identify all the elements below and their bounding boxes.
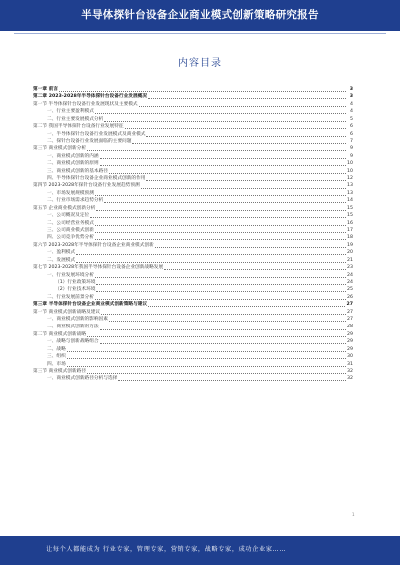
table-of-contents [33, 86, 353, 383]
toc-entry-text: 第七节 2023-2028年我国半导体探针台设备企业创新战略发展 [33, 265, 164, 271]
toc-leader-dots [87, 373, 346, 374]
toc-entry-page: 15 [347, 205, 353, 211]
toc-entry-page: 12 [347, 176, 353, 182]
toc-leader-dots [100, 329, 346, 330]
toc-entry-page: 18 [347, 235, 353, 241]
toc-entry[interactable] [33, 145, 353, 152]
toc-entry-page: 14 [347, 198, 353, 204]
toc-entry-page: 4 [350, 101, 353, 107]
toc-entry-page: 7 [350, 138, 353, 144]
toc-leader-dots [87, 150, 346, 151]
toc-entry-page: 9 [350, 153, 353, 159]
toc-entry-text: 四、半导体探针台设备企业商业模式创新的作用 [47, 176, 146, 182]
toc-entry-text: 第五节 企业商业模式创新分析 [33, 205, 96, 211]
toc-entry-text: 一、行业主要盈利模式 [47, 109, 94, 115]
toc-entry-text: 第四节 2023-2028年探针台设备行业发展趋势预测 [33, 183, 140, 189]
toc-entry-text: （2）行业技术环境 [55, 287, 96, 293]
toc-entry[interactable] [33, 138, 353, 145]
toc-leader-dots [109, 173, 346, 174]
toc-entry-page: 10 [347, 161, 353, 167]
toc-entry[interactable] [33, 338, 353, 345]
toc-leader-dots [90, 217, 346, 218]
toc-entry-text: 二、行业主要发展模式分析 [47, 116, 104, 122]
toc-leader-dots [100, 343, 346, 344]
toc-entry-text: 三、商业模式创新的基本路径 [47, 168, 108, 174]
toc-entry[interactable] [33, 220, 353, 227]
toc-entry-text: 二、行业市场需求趋势分析 [47, 198, 104, 204]
toc-entry-page: 9 [350, 146, 353, 152]
toc-entry-page: 31 [347, 361, 353, 367]
toc-leader-dots [139, 106, 346, 107]
toc-leader-dots [87, 336, 346, 337]
toc-entry-text: 第三节 商业模式创新分析 [33, 146, 87, 152]
toc-entry-page: 13 [347, 190, 353, 196]
toc-entry[interactable] [33, 182, 353, 189]
toc-entry-page: 20 [347, 250, 353, 256]
toc-entry-text: 第六节 2023-2028年半导体探针台设备企业商业模式创新 [33, 242, 154, 248]
toc-entry-page: 10 [347, 168, 353, 174]
toc-entry[interactable] [33, 375, 353, 382]
toc-entry-text: 二、公司经营业务模式 [47, 220, 94, 226]
toc-leader-dots [125, 128, 346, 129]
toc-entry-text: 一、半导体探针台设备行业发展模式及商业模式 [47, 131, 146, 137]
toc-entry[interactable] [33, 108, 353, 115]
toc-leader-dots [164, 269, 346, 270]
toc-entry[interactable] [33, 197, 353, 204]
toc-heading: 内容目录 [178, 58, 222, 69]
toc-leader-dots [148, 98, 346, 99]
toc-entry-text: 二、商业模式创新的方法 [47, 324, 99, 330]
toc-entry-page: 28 [347, 324, 353, 330]
toc-entry[interactable] [33, 286, 353, 293]
toc-entry-text: 一、商业模式创新的内涵 [47, 153, 99, 159]
toc-leader-dots [96, 291, 346, 292]
toc-entry-text: 第三节 商业模式创新路径 [33, 369, 87, 375]
toc-leader-dots [76, 262, 346, 263]
toc-entry-text: 二、战略 [47, 346, 66, 352]
toc-entry-page: 4 [350, 109, 353, 115]
toc-entry-text: 第一节 半导体探针台设备行业发展现状及主要模式 [33, 101, 138, 107]
toc-entry[interactable] [33, 190, 353, 197]
toc-entry-page: 3 [349, 86, 353, 92]
toc-entry[interactable] [33, 123, 353, 130]
toc-entry-page: 15 [347, 213, 353, 219]
toc-leader-dots [95, 195, 346, 196]
toc-leader-dots [59, 91, 346, 92]
toc-entry-page: 5 [350, 116, 353, 122]
toc-entry[interactable] [33, 294, 353, 301]
toc-entry[interactable] [33, 272, 353, 279]
toc-entry-page: 24 [347, 272, 353, 278]
toc-leader-dots [148, 306, 345, 307]
toc-entry[interactable] [33, 175, 353, 182]
toc-entry-page: 13 [347, 183, 353, 189]
toc-entry-page: 19 [347, 242, 353, 248]
toc-entry-text: 第二节 商业模式创新战略 [33, 331, 87, 337]
toc-entry[interactable] [33, 93, 353, 100]
toc-entry[interactable] [33, 227, 353, 234]
toc-entry-page: 17 [347, 228, 353, 233]
toc-entry-text: 第二节 我国半导体探针台设备行业发展特征 [33, 124, 124, 130]
toc-entry-text: 一、市场发展规模预测 [47, 190, 94, 196]
toc-entry-text: 第二章 2023-2028年半导体探针台设备行业发展概况 [33, 94, 148, 100]
toc-entry[interactable] [33, 212, 353, 219]
toc-entry[interactable] [33, 279, 353, 286]
toc-entry-text: 一、行业发展环境分析 [47, 272, 94, 278]
toc-entry-text: 一、公司概况及定位 [47, 213, 90, 219]
toc-leader-dots [67, 366, 346, 367]
toc-entry-page: 27 [347, 309, 353, 315]
toc-entry[interactable] [33, 353, 353, 360]
toc-entry-text: 第三章 半导体探针台设备企业商业模式创新策略与建议 [33, 302, 148, 308]
toc-entry-text: 四、市场 [47, 361, 66, 367]
toc-leader-dots [96, 284, 346, 285]
toc-leader-dots [67, 351, 346, 352]
toc-leader-dots [109, 321, 346, 322]
toc-entry[interactable] [33, 86, 353, 93]
toc-entry-text: 一、商业模式创新的影响因素 [47, 317, 108, 323]
toc-entry[interactable] [33, 160, 353, 167]
toc-entry-text: 第一节 商业模式创新战略及建议 [33, 309, 101, 315]
toc-leader-dots [95, 277, 346, 278]
toc-entry-text: 四、公司竞争优势分析 [47, 235, 94, 241]
toc-entry[interactable] [33, 101, 353, 108]
toc-entry-page: 25 [347, 287, 353, 293]
toc-entry[interactable] [33, 368, 353, 375]
toc-leader-dots [141, 188, 346, 189]
toc-entry[interactable] [33, 361, 353, 368]
toc-entry-text: 三、组织 [47, 354, 66, 360]
toc-leader-dots [95, 232, 346, 233]
toc-entry-page: 32 [347, 369, 353, 375]
toc-entry[interactable] [33, 249, 353, 256]
toc-entry[interactable] [33, 205, 353, 212]
toc-entry[interactable] [33, 309, 353, 316]
toc-entry-page: 26 [347, 294, 353, 300]
toc-leader-dots [100, 165, 346, 166]
toc-entry-text: 二、商业模式创新的原则 [47, 161, 99, 167]
toc-entry[interactable] [33, 316, 353, 323]
toc-entry[interactable] [33, 153, 353, 160]
footer-slogan: 让每个人都能成为 行业专家，管理专家，营销专家，战略专家，成功企业家…… [46, 546, 287, 553]
toc-entry-page: 16 [347, 220, 353, 226]
toc-leader-dots [95, 113, 346, 114]
toc-entry-text: 三、公司商业模式创新 [47, 228, 94, 233]
toc-entry-page: 29 [347, 331, 353, 337]
toc-entry[interactable] [33, 234, 353, 241]
toc-entry[interactable] [33, 331, 353, 338]
toc-leader-dots [101, 314, 346, 315]
toc-entry[interactable] [33, 324, 353, 331]
toc-leader-dots [100, 158, 346, 159]
toc-entry-page: 6 [350, 124, 353, 130]
report-title: 半导体探针台设备企业商业模式创新策略研究报告 [81, 9, 319, 21]
toc-entry[interactable] [33, 242, 353, 249]
toc-leader-dots [118, 380, 346, 381]
toc-leader-dots [132, 143, 346, 144]
page-number: 1 [352, 512, 355, 517]
toc-entry-page: 30 [347, 354, 353, 360]
toc-entry-page: 24 [347, 279, 353, 285]
toc-entry-text: （1）行业政策环境 [55, 279, 96, 285]
toc-entry[interactable] [33, 168, 353, 175]
toc-entry-page: 29 [347, 346, 353, 352]
toc-leader-dots [95, 239, 346, 240]
toc-entry-page: 21 [347, 257, 353, 263]
toc-leader-dots [95, 299, 346, 300]
toc-entry-text: 二、探针台设备行业发展面临的主要问题 [47, 138, 132, 144]
toc-entry-text: 二、行业发展前景分析 [47, 294, 94, 300]
toc-entry-page: 27 [347, 317, 353, 323]
toc-entry[interactable] [33, 257, 353, 264]
toc-entry[interactable] [33, 131, 353, 138]
toc-entry-page: 23 [347, 265, 353, 271]
toc-entry[interactable] [33, 301, 353, 308]
toc-entry-text: 一、商业模式创新路径分析与选择 [47, 376, 118, 382]
toc-leader-dots [146, 136, 346, 137]
toc-leader-dots [155, 247, 346, 248]
toc-leader-dots [104, 121, 346, 122]
toc-entry-page: 27 [346, 302, 353, 308]
toc-leader-dots [76, 254, 346, 255]
toc-entry-page: 32 [347, 376, 353, 382]
toc-leader-dots [146, 180, 346, 181]
toc-entry[interactable] [33, 346, 353, 353]
toc-leader-dots [95, 225, 346, 226]
toc-leader-dots [104, 202, 346, 203]
header-divider [14, 33, 386, 34]
toc-leader-dots [96, 210, 346, 211]
toc-entry-page: 3 [349, 94, 353, 100]
toc-entry[interactable] [33, 264, 353, 271]
toc-entry-text: 二、发展模式 [47, 257, 76, 263]
toc-entry-page: 29 [347, 339, 353, 345]
toc-entry[interactable] [33, 116, 353, 123]
toc-entry-text: 第一章 前言 [33, 86, 59, 92]
toc-entry-page: 6 [350, 131, 353, 137]
toc-entry-text: 一、盈利模式 [47, 250, 76, 256]
toc-entry-text: 一、战略与创新战略组合 [47, 339, 99, 345]
toc-leader-dots [67, 358, 346, 359]
